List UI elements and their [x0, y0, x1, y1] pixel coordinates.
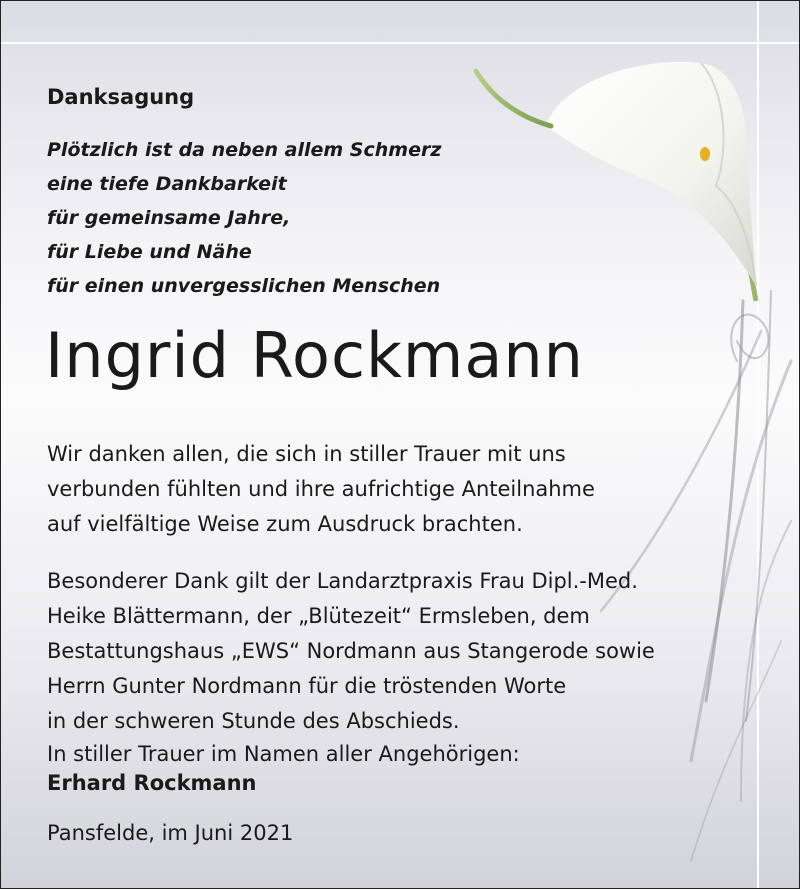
poem: [47, 133, 441, 303]
deceased-name: Ingrid Rockmann: [45, 319, 584, 392]
poem-line: eine tiefe Dankbarkeit: [47, 173, 287, 195]
poem-line: für einen unvergesslichen Menschen: [47, 275, 441, 297]
special-thanks-paragraph: Besonderer Dank gilt der Landarztpraxis Frau Dipl.-Med. Heike Blättermann, der „Blütezeit“ Ermsleben, dem Bestattungshaus „EWS“ Nordmann aus Stangerode sowie Herrn Gunter Nordmann für die tröstenden Worte in der schweren Stunde des Abschieds.: [47, 569, 655, 733]
place-date: Pansfelde, im Juni 2021: [47, 821, 294, 845]
petal-tip: [476, 71, 551, 126]
closing-line: In stiller Trauer im Namen aller Angehörigen:: [47, 742, 520, 766]
poem-line: Plötzlich ist da neben allem Schmerz: [47, 139, 442, 161]
signer-name: Erhard Rockmann: [47, 771, 257, 795]
flower-stamen: [700, 147, 710, 161]
heading-danksagung: Danksagung: [47, 85, 195, 109]
poem-line: für gemeinsame Jahre,: [47, 207, 291, 229]
flower-petal: [546, 62, 756, 286]
poem-line: für Liebe und Nähe: [47, 241, 252, 263]
thanks-paragraph: Wir danken allen, die sich in stiller Trauer mit uns verbunden fühlten und ihre aufrichtige Anteilnahme auf vielfältige Weise zum Ausdruck brachten.: [47, 442, 595, 536]
